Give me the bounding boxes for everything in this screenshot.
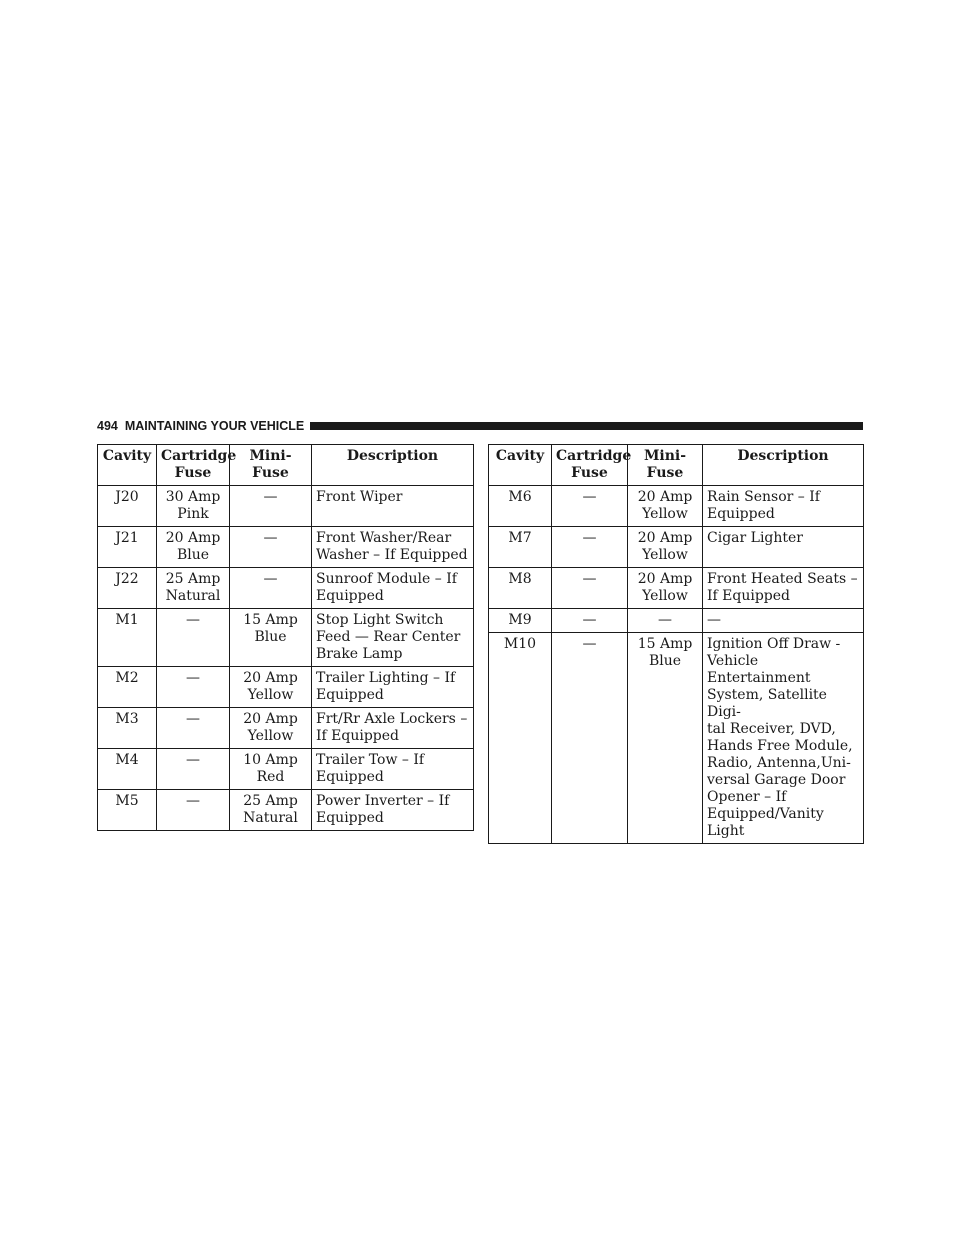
- fuse-table-right-body: [489, 486, 864, 844]
- cell-cartridge-fuse: 20 Amp Blue: [157, 527, 230, 568]
- section-title: MAINTAINING YOUR VEHICLE: [124, 419, 305, 433]
- cell-mini-fuse: 15 Amp Blue: [230, 609, 312, 667]
- cell-cartridge-fuse: —: [552, 527, 628, 568]
- cell-description: Front Wiper: [312, 486, 474, 527]
- table-row: [98, 708, 474, 749]
- cell-description: Power Inverter – If Equipped: [312, 790, 474, 831]
- cell-description: Sunroof Module – If Equipped: [312, 568, 474, 609]
- page-number: 494: [97, 419, 118, 433]
- table-row: [489, 633, 864, 844]
- table-row: [489, 486, 864, 527]
- table-row: [98, 749, 474, 790]
- cell-cavity: M6: [489, 486, 552, 527]
- cell-cartridge-fuse: —: [552, 633, 628, 844]
- cell-cavity: J20: [98, 486, 157, 527]
- fuse-table-left: [97, 444, 474, 831]
- cell-cartridge-fuse: —: [157, 708, 230, 749]
- column-header-description: Description: [312, 445, 474, 486]
- cell-cartridge-fuse: —: [552, 568, 628, 609]
- cell-description: Front Heated Seats – If Equipped: [703, 568, 864, 609]
- table-row: [489, 527, 864, 568]
- header-rule: [310, 422, 863, 430]
- column-header-cartridge: Cartridge Fuse: [552, 445, 628, 486]
- column-header-mini: Mini- Fuse: [628, 445, 703, 486]
- cell-mini-fuse: —: [230, 486, 312, 527]
- cell-description: —: [703, 609, 864, 633]
- cell-cartridge-fuse: —: [157, 749, 230, 790]
- cell-cavity: J22: [98, 568, 157, 609]
- table-row: [98, 667, 474, 708]
- cell-cavity: M4: [98, 749, 157, 790]
- cell-cavity: M8: [489, 568, 552, 609]
- cell-cavity: J21: [98, 527, 157, 568]
- table-row: [98, 609, 474, 667]
- cell-mini-fuse: —: [230, 527, 312, 568]
- cell-mini-fuse: 25 Amp Natural: [230, 790, 312, 831]
- table-row: [98, 568, 474, 609]
- column-header-cavity: Cavity: [489, 445, 552, 486]
- cell-mini-fuse: 10 Amp Red: [230, 749, 312, 790]
- table-row: [489, 568, 864, 609]
- cell-cavity: M2: [98, 667, 157, 708]
- cell-description: Trailer Lighting – If Equipped: [312, 667, 474, 708]
- cell-cartridge-fuse: —: [552, 609, 628, 633]
- cell-description: Front Washer/Rear Washer – If Equipped: [312, 527, 474, 568]
- cell-description: Frt/Rr Axle Lockers – If Equipped: [312, 708, 474, 749]
- cell-description: Cigar Lighter: [703, 527, 864, 568]
- cell-mini-fuse: 15 Amp Blue: [628, 633, 703, 844]
- column-header-mini: Mini- Fuse: [230, 445, 312, 486]
- cell-mini-fuse: 20 Amp Yellow: [230, 708, 312, 749]
- cell-cartridge-fuse: —: [157, 609, 230, 667]
- page-header: [97, 417, 863, 435]
- cell-description: Trailer Tow – If Equipped: [312, 749, 474, 790]
- cell-cartridge-fuse: —: [157, 790, 230, 831]
- column-header-cartridge: Cartridge Fuse: [157, 445, 230, 486]
- cell-cartridge-fuse: —: [157, 667, 230, 708]
- fuse-table-right: [488, 444, 864, 844]
- cell-cavity: M7: [489, 527, 552, 568]
- table-header-row: [98, 445, 474, 486]
- table-row: [98, 527, 474, 568]
- cell-cavity: M1: [98, 609, 157, 667]
- cell-description: Stop Light Switch Feed — Rear Center Brake Lamp: [312, 609, 474, 667]
- cell-mini-fuse: —: [230, 568, 312, 609]
- fuse-table-left-body: [98, 486, 474, 831]
- cell-cavity: M3: [98, 708, 157, 749]
- cell-cavity: M10: [489, 633, 552, 844]
- cell-cavity: M9: [489, 609, 552, 633]
- cell-cartridge-fuse: 25 Amp Natural: [157, 568, 230, 609]
- cell-mini-fuse: 20 Amp Yellow: [628, 527, 703, 568]
- cell-mini-fuse: 20 Amp Yellow: [628, 486, 703, 527]
- cell-cartridge-fuse: 30 Amp Pink: [157, 486, 230, 527]
- table-row: [489, 609, 864, 633]
- cell-cavity: M5: [98, 790, 157, 831]
- cell-mini-fuse: 20 Amp Yellow: [628, 568, 703, 609]
- column-header-cavity: Cavity: [98, 445, 157, 486]
- table-row: [98, 790, 474, 831]
- cell-description: Rain Sensor – If Equipped: [703, 486, 864, 527]
- cell-cartridge-fuse: —: [552, 486, 628, 527]
- cell-mini-fuse: 20 Amp Yellow: [230, 667, 312, 708]
- table-row: [98, 486, 474, 527]
- cell-description: Ignition Off Draw - Vehicle Entertainment System, Satellite Digi- tal Receiver, DVD, Hands Free Module, Radio, Antenna,Uni- versal Garage Door Opener – If Equipped/Vanity Light: [703, 633, 864, 844]
- table-header-row: [489, 445, 864, 486]
- cell-mini-fuse: —: [628, 609, 703, 633]
- column-header-description: Description: [703, 445, 864, 486]
